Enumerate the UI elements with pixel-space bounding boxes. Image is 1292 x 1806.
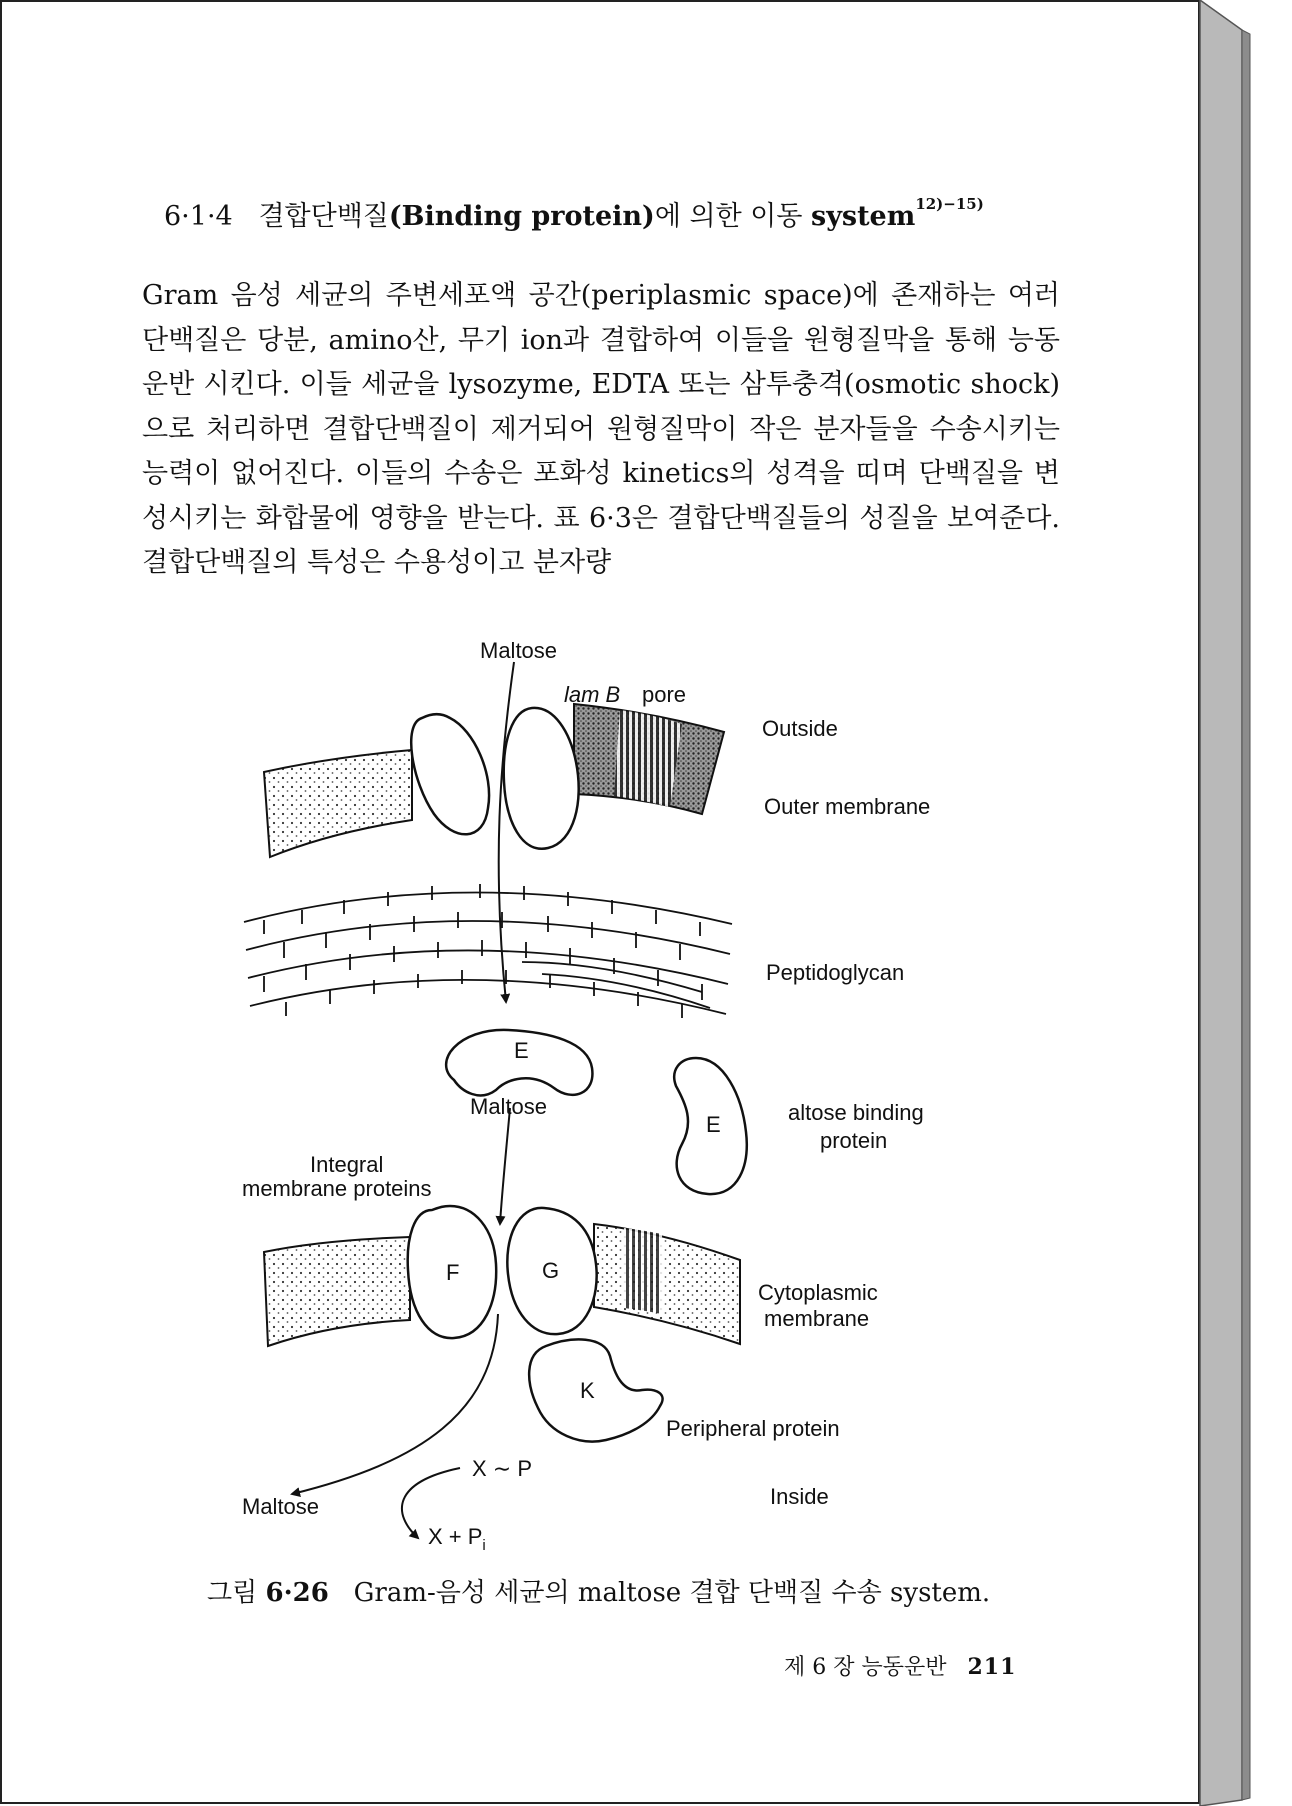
footer-chapter: 제 6 장 능동운반 bbox=[784, 1655, 947, 1680]
label-lamb-italic: lam B bbox=[564, 682, 621, 707]
maltose-exit-arrow bbox=[292, 1314, 498, 1494]
page-footer bbox=[784, 1650, 1016, 1681]
lamb-pore-left bbox=[411, 714, 489, 834]
maltose-transport-figure bbox=[2, 2, 1202, 1806]
peptidoglycan-layer bbox=[244, 884, 732, 1018]
section-refs: 12)−15) bbox=[915, 195, 984, 213]
section-title-ko: 결합단백질 bbox=[258, 201, 389, 232]
spine-face bbox=[1200, 0, 1242, 1806]
label-outside: Outside bbox=[762, 716, 838, 741]
label-protein-e-right: E bbox=[706, 1112, 721, 1137]
label-peripheral-protein: Peripheral protein bbox=[666, 1416, 840, 1441]
section-system-word: system bbox=[811, 201, 916, 232]
maltose-transfer-arrow bbox=[500, 1108, 510, 1224]
label-maltose-mid: Maltose bbox=[470, 1094, 548, 1119]
cytoplasmic-membrane-striation bbox=[624, 1228, 662, 1314]
section-number: 6·1·4 bbox=[164, 201, 233, 232]
label-protein-f: F bbox=[446, 1260, 460, 1285]
label-maltose-top: Maltose bbox=[480, 638, 558, 663]
label-protein-k: K bbox=[580, 1378, 595, 1403]
label-protein-e-top: E bbox=[514, 1038, 529, 1063]
label-peptidoglycan: Peptidoglycan bbox=[766, 960, 905, 985]
peripheral-protein-k bbox=[529, 1339, 662, 1441]
label-pore: pore bbox=[642, 682, 687, 707]
label-cytoplasmic-1: Cytoplasmic bbox=[758, 1280, 878, 1305]
cytoplasmic-membrane-band bbox=[264, 1224, 740, 1346]
label-x-plus-p: $X + P_i$ bbox=[428, 1524, 486, 1554]
label-outer-membrane: Outer membrane bbox=[764, 794, 931, 819]
label-maltose-bottom: Maltose bbox=[242, 1494, 320, 1519]
caption-number: 6·26 bbox=[265, 1578, 329, 1608]
cytoplasmic-membrane-left bbox=[264, 1237, 410, 1346]
outer-membrane-left bbox=[264, 750, 412, 857]
lamb-pore-right bbox=[504, 708, 579, 849]
section-title-suffix: 에 의한 이동 bbox=[654, 201, 803, 232]
cytoplasmic-membrane-right bbox=[594, 1224, 740, 1344]
page-number: 211 bbox=[967, 1654, 1017, 1680]
caption-prefix: 그림 bbox=[207, 1578, 258, 1608]
label-protein-g: G bbox=[542, 1258, 560, 1283]
figure-caption bbox=[207, 1572, 990, 1609]
label-binding-protein-2: protein bbox=[820, 1128, 888, 1153]
label-integral-2: membrane proteins bbox=[242, 1176, 432, 1201]
spine-edge bbox=[1242, 30, 1250, 1800]
book-spine bbox=[1198, 0, 1292, 1806]
label-x-p: X ∼ P bbox=[472, 1456, 533, 1481]
label-integral-1: Integral bbox=[310, 1152, 384, 1177]
section-title-en: (Binding protein) bbox=[388, 201, 655, 232]
label-binding-protein-1: altose binding bbox=[788, 1100, 924, 1125]
caption-text: Gram-음성 세균의 maltose 결합 단백질 수송 system. bbox=[353, 1578, 991, 1608]
label-cytoplasmic-2: membrane bbox=[764, 1306, 870, 1331]
outer-membrane-striation bbox=[614, 710, 682, 807]
outer-membrane-band bbox=[264, 704, 724, 857]
label-inside: Inside bbox=[770, 1484, 829, 1509]
body-paragraph: Gram 음성 세균의 주변세포액 공간(periplasmic space)에 존재하는 여러 단백질은 당분, amino산, 무기 ion과 결합하여 이들을 원형질막을 통해 능동운반 시킨다. 이들 세균을 lysozyme, EDTA 또는 삼투충격(osmotic shock)으로 처리하면 결합단백질이 제거되어 원형질막이 작은 분자들을 수송시키는 능력이 없어진다. 이들의 수송은 포화성 kinetics의 성격을 띠며 단백질을 변성시키는 화합물에 영향을 받는다. 표 6·3은 결합단백질들의 성질을 보여준다. 결합단백질의 특성은 수용성이고 분자량 bbox=[142, 280, 1060, 578]
